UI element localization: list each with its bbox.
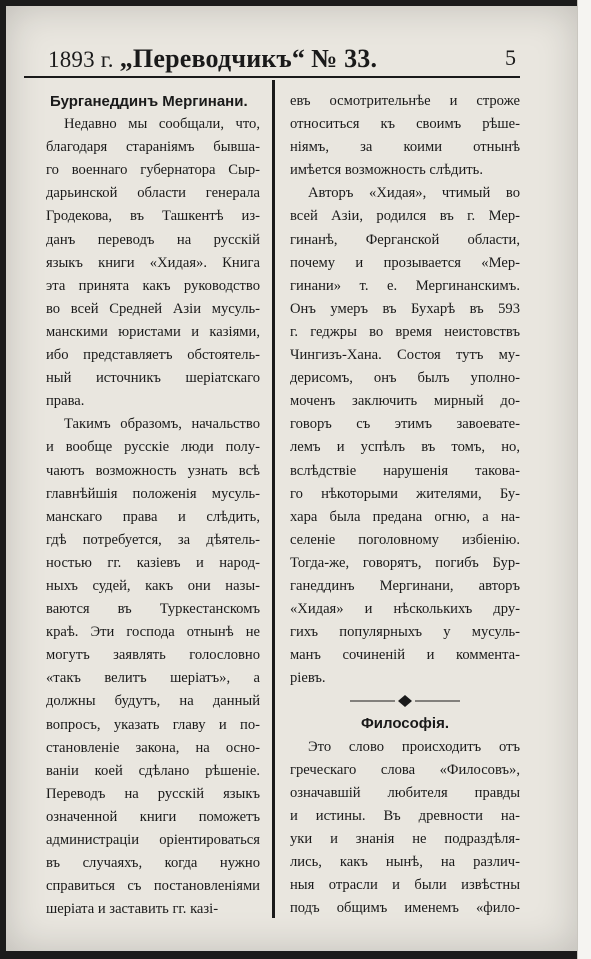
text-line: манъ сочиненій и коммента-: [290, 647, 520, 664]
header-journal: „Переводчикъ“: [119, 44, 306, 73]
text-line: означенной книги поможетъ: [46, 808, 260, 825]
text-line: всей Азіи, родился въ г. Мер-: [290, 208, 520, 225]
text-line: г. геджры во время неистовствъ: [290, 323, 520, 340]
text-line: справиться съ постановленіями: [46, 878, 260, 895]
text-line: шеріата и заставить гг. казі-: [46, 901, 219, 918]
text-line: уки и знанія не подраздѣля-: [290, 830, 520, 847]
text-line: Недавно мы сообщали, что,: [64, 116, 260, 133]
text-line: ный источникъ шеріатскаго: [46, 370, 260, 387]
text-line: становленіе закона, на осно-: [46, 739, 260, 756]
text-line: греческаго слова «Филосовъ»,: [290, 761, 520, 778]
text-line: вслѣдствіе нарушенія таковa-: [290, 462, 520, 479]
text-line: лись, какъ нынѣ, на различ-: [290, 854, 520, 870]
right-column-text-bottom: [290, 736, 520, 921]
text-line: хара была предана огню, а на-: [290, 508, 520, 525]
text-line: могутъ заявлять голословно: [46, 647, 260, 664]
text-line: Это слово происходитъ отъ: [308, 738, 520, 755]
text-line: гинанѣ, Ферганской области,: [290, 231, 520, 248]
page-header: [26, 42, 516, 78]
text-line: ваніи коей сдѣлано рѣшеніе.: [46, 762, 260, 779]
text-line: Тогда-же, говорятъ, погибъ Бур-: [290, 554, 520, 571]
text-line: администраціи оріентироваться: [46, 832, 260, 848]
article-title: Бурганеддинъ Мергинани.: [50, 93, 248, 110]
text-line: благодаря стараніямъ бывша-: [46, 139, 260, 156]
text-line: лемъ и успѣлъ въ томъ, но,: [290, 439, 520, 456]
text-line: Онъ умеръ въ Бухарѣ въ 593: [290, 300, 520, 317]
text-line: чаютъ возможность узнать всѣ: [46, 462, 260, 479]
text-line: говоръ съ этимъ завоевате-: [290, 416, 520, 433]
text-line: ностью гг. казіевъ и народ-: [46, 554, 260, 571]
text-line: во всей Средней Азіи мусуль-: [46, 300, 260, 317]
text-line: должны будутъ, на данный: [46, 693, 260, 710]
text-line: относиться къ своимъ рѣше-: [290, 116, 520, 133]
text-line: Авторъ «Хидая», чтимый во: [308, 185, 520, 202]
text-line: почему и прозывается «Мер-: [290, 254, 520, 271]
text-line: имѣется возможность слѣдить.: [290, 162, 483, 179]
text-line: вопросъ, указать главу и по-: [46, 716, 260, 733]
column-divider: [272, 80, 275, 918]
right-column-text-top: [290, 90, 520, 690]
text-line: эта принята какъ руководство: [46, 277, 260, 294]
text-line: го военнаго губернатора Сыр-: [46, 162, 260, 179]
text-line: краѣ. Эти господа отнынѣ не: [46, 624, 260, 641]
text-line: Такимъ образомъ, начальство: [64, 416, 260, 433]
text-line: ніямъ, за коими отнынѣ: [290, 139, 520, 156]
text-line: Чингизъ-Хана. Состоя тутъ му-: [290, 347, 520, 364]
text-line: ныя отрасли и были извѣстны: [290, 877, 520, 894]
text-line: моченъ заключить мирный до-: [290, 393, 520, 410]
text-line: въ случаяхъ, когда нужно: [46, 855, 260, 872]
text-line: ныхъ судей, какъ они назы-: [46, 577, 260, 594]
left-column: [46, 90, 260, 921]
text-line: ріевъ.: [290, 670, 326, 687]
right-column: [290, 90, 520, 920]
text-line: Переводъ на русскій языкъ: [46, 785, 260, 802]
text-line: гинани» т. е. Мергинанскимъ.: [290, 277, 520, 294]
text-line: дарьинской области генерала: [46, 185, 260, 202]
text-line: данъ переводъ на русскій: [46, 231, 260, 248]
header-title: [48, 44, 377, 74]
text-line: права.: [46, 393, 85, 410]
text-line: селеніе поголовному избіенію.: [290, 531, 520, 548]
diamond-ornament-icon: [290, 690, 520, 712]
text-line: подъ общимъ именемъ «фило-: [290, 900, 520, 917]
text-line: и истины. Въ древности на-: [290, 807, 520, 824]
section-title: Философія.: [360, 715, 450, 733]
text-line: манскаго права и слѣдить,: [46, 508, 260, 525]
text-line: ибо представляетъ обстоятель-: [46, 347, 260, 364]
text-line: главнѣйшія положенія мусуль-: [46, 485, 260, 502]
text-line: ганеддинъ Мергинани, авторъ: [290, 577, 520, 594]
text-line: дерисомъ, онъ былъ уполно-: [290, 370, 520, 387]
header-issue: № 33.: [311, 44, 378, 73]
scan-edge: [577, 0, 591, 959]
text-line: языкъ книги «Хидая». Книга: [46, 254, 260, 271]
text-line: гдѣ потребуется, за дѣятель-: [46, 531, 260, 548]
text-line: манскими юристами и казіями,: [46, 323, 260, 340]
text-line: го нѣкоторыми жителями, Бу-: [290, 485, 520, 502]
page-number: 5: [505, 45, 516, 70]
text-line: «такъ велитъ шеріатъ», а: [46, 670, 260, 687]
newspaper-page: [6, 6, 578, 951]
text-line: означавшій любителя правды: [290, 784, 520, 801]
text-line: «Хидая» и нѣсколькихъ дру-: [290, 601, 520, 618]
text-line: и вообще русскіе люди полу-: [46, 439, 260, 456]
header-rule: [24, 76, 520, 78]
left-column-text: [46, 113, 260, 921]
header-year: 1893 г.: [48, 47, 114, 72]
text-line: евъ осмотрительнѣе и строже: [290, 93, 520, 109]
text-line: ваются въ Туркестанскомъ: [46, 601, 260, 618]
text-line: гихъ популярныхъ у мусуль-: [290, 624, 520, 641]
text-line: Гродекова, въ Ташкентѣ из-: [46, 208, 260, 225]
